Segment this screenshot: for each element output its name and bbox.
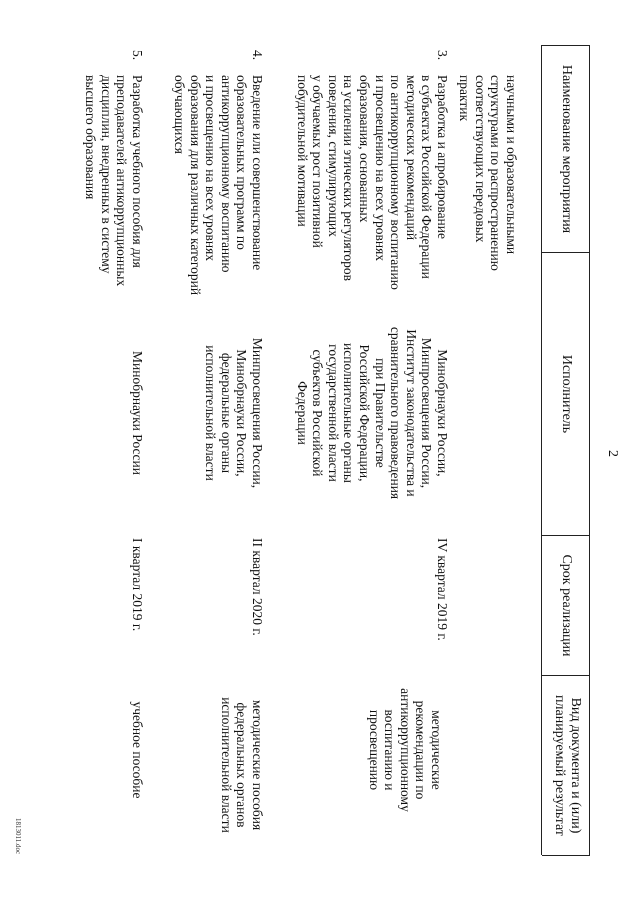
row-3-deadline: IV квартал 2019 г. [435, 538, 450, 641]
row-5-executor: Минобрнауки России [130, 351, 145, 475]
row-5-name: Разработка учебного пособия для преподавателей антикоррупционных дисциплин, внедренных в систему высшего образования [83, 75, 145, 287]
row-5-number: 5. [130, 50, 145, 61]
row-4-result: методические пособия федеральных органов исполнительной власти [218, 697, 265, 833]
row-3-name: Разработка и апробирование в субъектах Российской Федерации методических рекомендаций по антикоррупционному воспитанию и просвещению на всех уровнях образования, основанных на усилении этических регуляторов поведения, стимулирующих у обучаемых рост позитивной побудительной мотивации [294, 75, 450, 290]
row-4-executor: Минпросвещения России, Минобрнауки России, федеральные органы исполнительной власти [203, 337, 265, 489]
header-name: Наименование мероприятия [559, 64, 574, 234]
header-bottom-border [541, 45, 542, 855]
row-4-number: 4. [250, 50, 265, 61]
row-0-name: научными и образовательными структурами по распространению соответствующих передовых практик [457, 75, 519, 271]
row-5-deadline: I квартал 2019 г. [130, 538, 145, 632]
row-4-name: Введение или совершенствование образовательных программ по антикоррупционному воспитанию и просвещению на всех уровнях образования для различных категорий обучающихся [172, 75, 265, 296]
table-top-border [589, 45, 590, 855]
row-5-result: учебное пособие [130, 701, 145, 799]
row-3-number: 3. [435, 50, 450, 61]
header-executor: Исполнитель [559, 354, 574, 434]
footer-code: 1813011.doc [14, 818, 22, 855]
row-3-result: методические рекомендации по антикоррупционному воспитанию и просвещению [366, 688, 444, 812]
header-result: Вид документа и (или) планируемый результат [552, 695, 583, 836]
row-4-deadline: II квартал 2020 г. [250, 538, 265, 636]
table-right-border [542, 855, 590, 856]
row-3-executor: Минобрнауки России, Минпросвещения России, Институт законодательства и сравнительного правоведения при Правительстве Российской Федерации, исполнительные органы государственной власти субъектов Российской Федерации [294, 326, 450, 500]
header-deadline: Срок реализации [559, 554, 574, 657]
page-number: 2 [605, 450, 620, 457]
